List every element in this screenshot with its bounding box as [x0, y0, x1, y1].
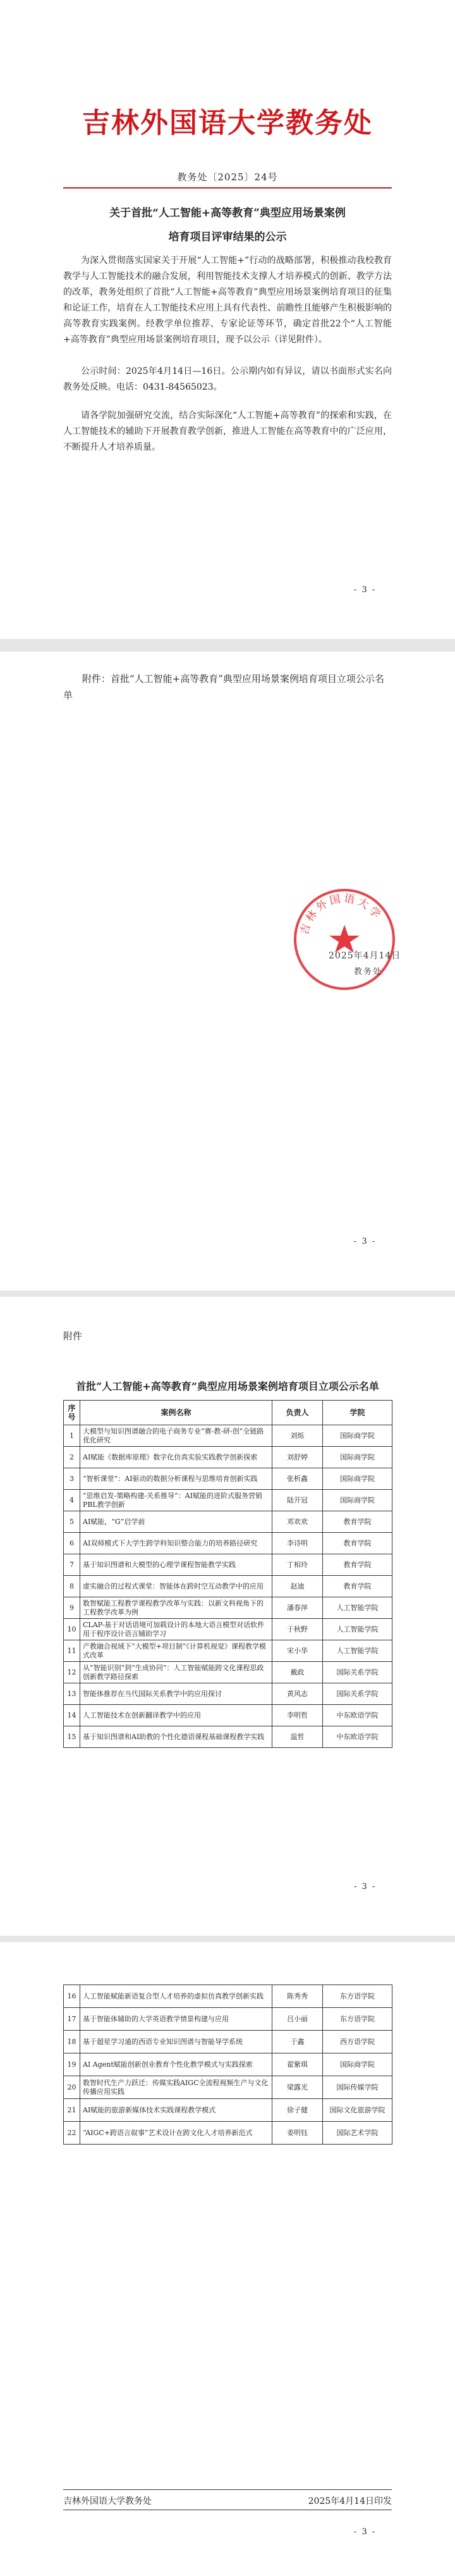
- responsible-person: 翟紫琪: [272, 2053, 323, 2076]
- page-number: - 3 -: [354, 2527, 377, 2537]
- responsible-person: 丁相玲: [272, 1554, 323, 1576]
- seal-office: 教务处: [354, 967, 383, 977]
- row-number: 17: [64, 2008, 80, 2031]
- case-name: 基于知识图谱和AI助教的个性化德语课程基础课程教学实践: [80, 1726, 272, 1748]
- case-name: “AIGC+跨语言叙事”艺术设计在跨文化人才培养新范式: [80, 2122, 272, 2145]
- seal-text: 吉林外国语大学: [298, 892, 385, 936]
- case-name: 数智时代生产力跃迁：传媒实践AIGC全流程视频生产与文化传播应用实践: [80, 2076, 272, 2099]
- row-number: 9: [64, 1597, 80, 1619]
- case-name: AI赋能，“G”启学前: [80, 1511, 272, 1533]
- responsible-person: 张析鑫: [272, 1468, 323, 1490]
- page-number: - 3 -: [354, 585, 377, 595]
- responsible-person: 姜明钰: [272, 2122, 323, 2145]
- case-name: AI双师模式下大学生跨学科知识整合能力的培养路径研究: [80, 1533, 272, 1554]
- colophon-date: 2025年4月14日印发: [308, 2496, 392, 2506]
- responsible-person: 李诗明: [272, 1533, 323, 1554]
- notice-paragraph-1: 为深入贯彻落实国家关于开展“人工智能+”行动的战略部署，积极推动我校教育教学与人工智能技术的融合发展，利用智能技术支撑人才培养模式的创新、教学方法的改革，教务处组织了首批“人工智能+高等教育”典型应用场景案例培育项目的征集和论证工作，培育在人工智能技术应用上具有代表性、前瞻性且能够产生积极影响的高等教育实践案例。经教学单位推荐、专家论证等环节，确定首批22个“人工智能+高等教育”典型应用场景案例培育项目，现予以公示（详见附件）。: [63, 256, 392, 345]
- row-number: 12: [64, 1662, 80, 1683]
- notice-title: [63, 201, 392, 249]
- row-number: 11: [64, 1640, 80, 1662]
- college: 教育学院: [323, 1533, 392, 1554]
- case-name: CLAP-基于对话语境可加载设计的本地大语言模型对话软件用于程序设计语言辅助学习: [80, 1619, 272, 1640]
- college: 国际商学院: [323, 2053, 392, 2076]
- responsible-person: 陈秀秀: [272, 1985, 323, 2008]
- case-name: 基于智能体辅助的大学英语教学情景构建与应用: [80, 2008, 272, 2031]
- table-row: [64, 1490, 392, 1511]
- table-row: [64, 1705, 392, 1726]
- table-header-row: [64, 1401, 392, 1425]
- table-row: [64, 1554, 392, 1576]
- case-name: 人工智能技术在创新翻译教学中的应用: [80, 1705, 272, 1726]
- org-title: 吉林外国语大学教务处: [82, 107, 373, 139]
- responsible-person: 吕小丽: [272, 2008, 323, 2031]
- page-number: - 3 -: [354, 1882, 377, 1892]
- case-name: 基于知识图谱和大模型的心理学课程智能教学实践: [80, 1554, 272, 1576]
- header-person: 负责人: [272, 1401, 323, 1425]
- row-number: 21: [64, 2099, 80, 2122]
- responsible-person: 赵迪: [272, 1576, 323, 1597]
- responsible-person: 陆开冠: [272, 1490, 323, 1511]
- notice-paragraph-2: 公示时间：2025年4月14日—16日。公示期内如有异议，请以书面形式实名向教务处反映。电话：0431-84565023。: [63, 366, 392, 392]
- row-number: 8: [64, 1576, 80, 1597]
- notice-title-line-2: 培育项目评审结果的公示: [168, 231, 287, 244]
- college: 国际文化旅游学院: [323, 2099, 392, 2122]
- case-name: 虚实融合的过程式课堂：智能体在跨时空互动教学中的应用: [80, 1576, 272, 1597]
- case-name: 从“智能识别”到“生成协同”：人工智能赋能跨文化课程思政创新教学路径探索: [80, 1662, 272, 1683]
- row-number: 4: [64, 1490, 80, 1511]
- row-number: 6: [64, 1533, 80, 1554]
- table-title: 首批“人工智能+高等教育”典型应用场景案例培育项目立项公示名单: [76, 1380, 379, 1392]
- colophon-issuer: 吉林外国语大学教务处: [63, 2496, 152, 2506]
- college: 教育学院: [323, 1511, 392, 1533]
- case-name: “智析课堂”：AI驱动的数据分析课程与思维培育创新实践: [80, 1468, 272, 1490]
- row-number: 3: [64, 1468, 80, 1490]
- page-1: [0, 0, 455, 639]
- college: 西方语学院: [323, 2031, 392, 2053]
- responsible-person: 宋小华: [272, 1640, 323, 1662]
- college: 国际商学院: [323, 1468, 392, 1490]
- college: 人工智能学院: [323, 1597, 392, 1619]
- row-number: 19: [64, 2053, 80, 2076]
- colophon-top-rule: [63, 2489, 392, 2490]
- seal-date: 2025年4月14日: [329, 951, 401, 961]
- table-row: [64, 2122, 392, 2145]
- table-row: [64, 1640, 392, 1662]
- attachment-label: 附件: [63, 1330, 83, 1342]
- case-name: 基于超星学习通的西语专业知识图谱与智能导学系统: [80, 2031, 272, 2053]
- responsible-person: 梁露光: [272, 2076, 323, 2099]
- responsible-person: 于秋野: [272, 1619, 323, 1640]
- responsible-person: 刘烁: [272, 1425, 323, 1447]
- case-name: AI赋能的旅游新媒体技术实践课程教学模式: [80, 2099, 272, 2122]
- row-number: 22: [64, 2122, 80, 2145]
- responsible-person: 于鑫: [272, 2031, 323, 2053]
- responsible-person: 潘春萍: [272, 1597, 323, 1619]
- case-name: 产教融合视域下“大模型+项目制”《计算机视觉》课程教学模式改革: [80, 1640, 272, 1662]
- table-row: [64, 1597, 392, 1619]
- header-college: 学院: [323, 1401, 392, 1425]
- row-number: 18: [64, 2031, 80, 2053]
- project-table: [63, 1400, 392, 1748]
- table-row: [64, 1726, 392, 1748]
- college: 东方语学院: [323, 2008, 392, 2031]
- college: 国际关系学院: [323, 1683, 392, 1705]
- college: 东方语学院: [323, 1985, 392, 2008]
- responsible-person: 戴政: [272, 1662, 323, 1683]
- college: 人工智能学院: [323, 1640, 392, 1662]
- table-row: [64, 1447, 392, 1468]
- table-row: [64, 2053, 392, 2076]
- row-number: 1: [64, 1425, 80, 1447]
- row-number: 14: [64, 1705, 80, 1726]
- row-number: 2: [64, 1447, 80, 1468]
- row-number: 15: [64, 1726, 80, 1748]
- row-number: 16: [64, 1985, 80, 2008]
- table-row: [64, 1425, 392, 1447]
- responsible-person: 黄风志: [272, 1683, 323, 1705]
- table-row: [64, 1511, 392, 1533]
- case-name: 智能体推荐在当代国际关系教学中的应用探讨: [80, 1683, 272, 1705]
- college: 国际传媒学院: [323, 2076, 392, 2099]
- table-row: [64, 1683, 392, 1705]
- college: 国际商学院: [323, 1447, 392, 1468]
- row-number: 7: [64, 1554, 80, 1576]
- college: 教育学院: [323, 1576, 392, 1597]
- document-number: 教务处〔2025〕24号: [177, 171, 278, 183]
- college: 国际商学院: [323, 1425, 392, 1447]
- table-row: [64, 2008, 392, 2031]
- table-row: [64, 1985, 392, 2008]
- case-name: “思维启发-策略构建-关系推导”：AI赋能的进阶式服务营销PBL教学创新: [80, 1490, 272, 1511]
- college: 国际商学院: [323, 1490, 392, 1511]
- red-divider: [63, 187, 392, 189]
- responsible-person: 李明哲: [272, 1705, 323, 1726]
- college: 国际艺术学院: [323, 2122, 392, 2145]
- header-no: 序号: [64, 1401, 80, 1425]
- college: 国际关系学院: [323, 1662, 392, 1683]
- responsible-person: 温哲: [272, 1726, 323, 1748]
- page-number: - 3 -: [354, 1237, 377, 1246]
- responsible-person: 刘舒婷: [272, 1447, 323, 1468]
- case-name: 大模型与知识图谱融合的电子商务专业“赛-教-研-创”全链路优化研究: [80, 1425, 272, 1447]
- colophon: [63, 2494, 392, 2507]
- attachment-line: 附件：首批“人工智能+高等教育”典型应用场景案例培育项目立项公示名单: [63, 673, 384, 701]
- notice-title-line-1: 关于首批“人工智能+高等教育”典型应用场景案例: [109, 207, 346, 220]
- row-number: 20: [64, 2076, 80, 2099]
- responsible-person: 徐子健: [272, 2099, 323, 2122]
- row-number: 13: [64, 1683, 80, 1705]
- responsible-person: 邓欢欢: [272, 1511, 323, 1533]
- case-name: AI赋能《数据库原理》数字化仿真实验实践教学创新探索: [80, 1447, 272, 1468]
- college: 人工智能学院: [323, 1619, 392, 1640]
- table-row: [64, 2099, 392, 2122]
- case-name: AI Agent赋能创新创业教育个性化教学模式与实践探索: [80, 2053, 272, 2076]
- table-row: [64, 1533, 392, 1554]
- official-seal: [291, 886, 398, 993]
- notice-paragraph-3: 请各学院加强研究交流，结合实际深化“人工智能+高等教育”的探索和实践，在人工智能技术的辅助下开展教育教学创新，推进人工智能在高等教育中的广泛应用，不断提升人才培养质量。: [63, 411, 392, 452]
- case-name: 人工智能赋能新语复合型人才培养的虚拟仿真教学创新实践: [80, 1985, 272, 2008]
- table-row: [64, 1468, 392, 1490]
- table-row: [64, 1576, 392, 1597]
- project-table-continued: [63, 1985, 392, 2145]
- row-number: 10: [64, 1619, 80, 1640]
- table-row: [64, 2031, 392, 2053]
- case-name: 数智赋能工程教学课程教学改革与实践：以新文科视角下的工程教学改革为例: [80, 1597, 272, 1619]
- header-case-name: 案例名称: [80, 1401, 272, 1425]
- table-row: [64, 2076, 392, 2099]
- college: 教育学院: [323, 1554, 392, 1576]
- college: 中东欧语学院: [323, 1726, 392, 1748]
- college: 中东欧语学院: [323, 1705, 392, 1726]
- table-row: [64, 1619, 392, 1640]
- row-number: 5: [64, 1511, 80, 1533]
- table-row: [64, 1662, 392, 1683]
